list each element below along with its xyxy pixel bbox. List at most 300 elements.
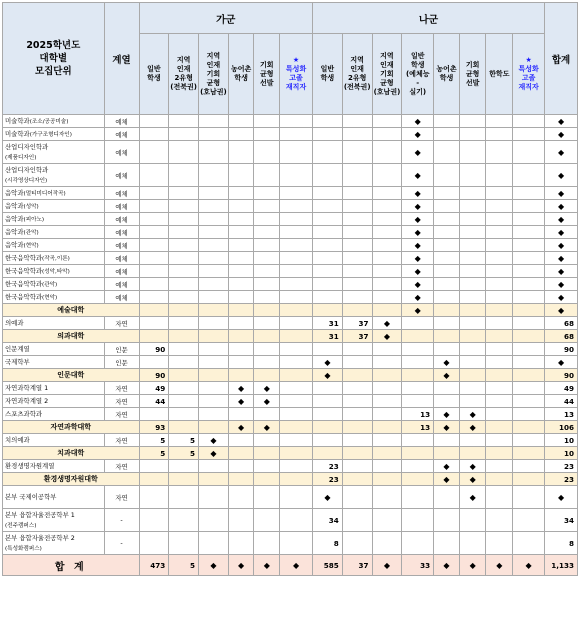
quota-cell: [313, 434, 343, 447]
quota-cell: [486, 369, 513, 382]
quota-cell: [139, 356, 169, 369]
quota-cell: [254, 213, 280, 226]
quota-cell: [254, 187, 280, 200]
quota-cell: [459, 509, 486, 532]
quota-cell: [372, 473, 402, 486]
quota-cell: [513, 252, 545, 265]
quota-cell: [228, 265, 254, 278]
quota-cell: [372, 434, 402, 447]
quota-cell: [459, 252, 486, 265]
quota-cell: 5: [169, 447, 199, 460]
quota-cell: [313, 239, 343, 252]
quota-cell: [313, 395, 343, 408]
subtotal-row: [3, 421, 578, 434]
quota-cell: [169, 408, 199, 421]
quota-cell: [342, 239, 372, 252]
quota-cell: 44: [139, 395, 169, 408]
quota-cell: [459, 395, 486, 408]
quota-cell: [459, 278, 486, 291]
quota-cell: [199, 226, 229, 239]
quota-cell: [228, 509, 254, 532]
table-row: [3, 252, 578, 265]
college-subtotal-label: 자연과학대학: [3, 421, 140, 434]
unit-name-note: (현악): [23, 242, 39, 249]
row-total-cell: 23: [545, 460, 578, 473]
quota-cell: [280, 291, 313, 304]
quota-cell: [254, 343, 280, 356]
quota-cell: [254, 226, 280, 239]
quota-cell: [372, 356, 402, 369]
quota-cell: [342, 213, 372, 226]
quota-mark: ◆: [459, 555, 486, 576]
ga-col-header: ★ 특성화 고졸 재직자: [280, 34, 313, 115]
unit-name-note: (작곡,이론): [42, 255, 70, 262]
quota-cell: [372, 408, 402, 421]
category-cell: 자연: [104, 317, 139, 330]
unit-name-text: 본부 융합자율전공학부 2: [5, 533, 75, 542]
quota-cell: [280, 200, 313, 213]
quota-cell: 31: [313, 317, 343, 330]
quota-cell: [513, 115, 545, 128]
quota-cell: [199, 356, 229, 369]
quota-cell: [434, 317, 460, 330]
quota-cell: [402, 447, 434, 460]
quota-cell: [402, 343, 434, 356]
quota-cell: [342, 447, 372, 460]
unit-name-note: (전주캠퍼스): [5, 522, 37, 529]
table-row: [3, 128, 578, 141]
quota-cell: [199, 421, 229, 434]
quota-cell: [169, 304, 199, 317]
unit-name-text: 미술학과: [5, 116, 30, 125]
category-cell: 자연: [104, 486, 139, 509]
unit-name: [3, 356, 105, 369]
quota-cell: [313, 382, 343, 395]
quota-cell: [280, 356, 313, 369]
ga-col-header: 일반 학생: [139, 34, 169, 115]
quota-mark: ◆: [459, 460, 486, 473]
quota-cell: 49: [139, 382, 169, 395]
quota-cell: [459, 330, 486, 343]
quota-cell: [139, 128, 169, 141]
quota-cell: [280, 486, 313, 509]
quota-cell: [313, 343, 343, 356]
quota-cell: [199, 304, 229, 317]
quota-cell: [139, 141, 169, 164]
quota-cell: [169, 115, 199, 128]
quota-cell: [280, 252, 313, 265]
quota-cell: [402, 460, 434, 473]
unit-name-text: 음악과: [5, 188, 24, 197]
quota-mark: ◆: [545, 291, 578, 304]
quota-cell: [169, 187, 199, 200]
quota-cell: [280, 187, 313, 200]
quota-cell: [313, 252, 343, 265]
quota-cell: [254, 304, 280, 317]
quota-cell: [513, 356, 545, 369]
quota-mark: ◆: [402, 213, 434, 226]
quota-cell: [280, 421, 313, 434]
unit-name-note: (시각영상디자인): [5, 177, 48, 184]
quota-mark: ◆: [402, 304, 434, 317]
category-cell: 자연: [104, 395, 139, 408]
quota-cell: [139, 115, 169, 128]
category-cell: 자연: [104, 434, 139, 447]
quota-cell: [459, 115, 486, 128]
quota-cell: [254, 460, 280, 473]
quota-cell: [342, 187, 372, 200]
unit-name: [3, 200, 105, 213]
quota-cell: [372, 532, 402, 555]
category-cell: 예체: [104, 200, 139, 213]
category-cell: 예체: [104, 265, 139, 278]
college-subtotal-label: 의과대학: [3, 330, 140, 343]
category-cell: -: [104, 532, 139, 555]
quota-cell: [459, 265, 486, 278]
quota-cell: [342, 200, 372, 213]
quota-cell: [169, 291, 199, 304]
quota-cell: [486, 115, 513, 128]
quota-mark: ◆: [313, 356, 343, 369]
table-row: [3, 408, 578, 421]
unit-name-text: 의예과: [5, 319, 24, 327]
quota-cell: 37: [342, 317, 372, 330]
quota-mark: ◆: [199, 555, 229, 576]
quota-cell: [254, 252, 280, 265]
quota-cell: [169, 421, 199, 434]
quota-cell: [169, 141, 199, 164]
quota-cell: [280, 115, 313, 128]
quota-cell: [313, 291, 343, 304]
quota-cell: [228, 239, 254, 252]
subtotal-row: [3, 369, 578, 382]
unit-name: [3, 382, 105, 395]
quota-cell: [199, 200, 229, 213]
quota-cell: [459, 447, 486, 460]
quota-cell: [313, 164, 343, 187]
quota-cell: [434, 187, 460, 200]
quota-cell: [169, 200, 199, 213]
unit-name-note: (성악,타악): [42, 268, 70, 275]
quota-cell: [313, 408, 343, 421]
quota-cell: [199, 291, 229, 304]
quota-cell: 93: [139, 421, 169, 434]
quota-cell: [228, 356, 254, 369]
quota-cell: [313, 265, 343, 278]
category-cell: 예체: [104, 115, 139, 128]
quota-cell: [139, 460, 169, 473]
row-total-cell: 68: [545, 317, 578, 330]
quota-cell: [402, 356, 434, 369]
quota-mark: ◆: [372, 330, 402, 343]
quota-cell: [342, 434, 372, 447]
quota-mark: ◆: [545, 128, 578, 141]
quota-cell: [199, 164, 229, 187]
quota-cell: [280, 278, 313, 291]
quota-cell: 90: [139, 369, 169, 382]
quota-cell: [199, 278, 229, 291]
table-row: [3, 486, 578, 509]
quota-cell: [372, 252, 402, 265]
ga-col-header: 지역 인재 2유형 (전북권): [169, 34, 199, 115]
quota-cell: [486, 239, 513, 252]
quota-cell: [139, 532, 169, 555]
quota-cell: [254, 265, 280, 278]
unit-name: [3, 486, 105, 509]
quota-cell: [313, 115, 343, 128]
row-total-cell: 1,133: [545, 555, 578, 576]
quota-cell: [254, 115, 280, 128]
quota-cell: [372, 128, 402, 141]
quota-cell: 37: [342, 555, 372, 576]
row-total-cell: 23: [545, 473, 578, 486]
quota-mark: ◆: [402, 278, 434, 291]
quota-cell: [372, 486, 402, 509]
quota-cell: [459, 239, 486, 252]
unit-name: [3, 532, 105, 555]
quota-cell: [228, 291, 254, 304]
quota-cell: 8: [313, 532, 343, 555]
quota-cell: [486, 291, 513, 304]
quota-cell: [342, 141, 372, 164]
quota-cell: [513, 128, 545, 141]
quota-cell: [199, 213, 229, 226]
quota-mark: ◆: [545, 265, 578, 278]
quota-cell: [513, 421, 545, 434]
quota-mark: ◆: [228, 382, 254, 395]
quota-cell: [199, 473, 229, 486]
quota-cell: [280, 128, 313, 141]
quota-cell: [169, 369, 199, 382]
quota-cell: [434, 291, 460, 304]
unit-name-text: 한국음악학과: [5, 279, 43, 288]
quota-cell: [228, 187, 254, 200]
quota-cell: [199, 239, 229, 252]
unit-name-note: (가구조형디자인): [29, 131, 72, 138]
quota-cell: [434, 164, 460, 187]
unit-name-note: (멀티미디어작곡): [23, 190, 66, 197]
quota-cell: [228, 330, 254, 343]
na-col-header: 일반 학생: [313, 34, 343, 115]
row-total-cell: 8: [545, 532, 578, 555]
unit-name-note: (특성화캠퍼스): [5, 545, 42, 552]
quota-cell: [254, 278, 280, 291]
quota-cell: [139, 330, 169, 343]
quota-cell: [342, 486, 372, 509]
row-total-cell: 10: [545, 434, 578, 447]
quota-cell: [342, 408, 372, 421]
quota-cell: [486, 213, 513, 226]
quota-cell: [139, 265, 169, 278]
quota-cell: [513, 291, 545, 304]
college-subtotal-label: 인문대학: [3, 369, 140, 382]
quota-mark: ◆: [545, 252, 578, 265]
quota-cell: [486, 304, 513, 317]
quota-cell: [139, 187, 169, 200]
quota-cell: [486, 226, 513, 239]
quota-cell: [372, 395, 402, 408]
quota-mark: ◆: [402, 226, 434, 239]
quota-cell: [280, 265, 313, 278]
quota-cell: [372, 213, 402, 226]
na-col-header: 기회 균형 선발: [459, 34, 486, 115]
quota-cell: [459, 317, 486, 330]
quota-cell: [199, 252, 229, 265]
quota-cell: [434, 115, 460, 128]
quota-cell: [254, 291, 280, 304]
quota-mark: ◆: [254, 555, 280, 576]
quota-cell: [486, 330, 513, 343]
quota-cell: [342, 128, 372, 141]
quota-cell: [486, 164, 513, 187]
quota-cell: [513, 304, 545, 317]
quota-cell: 23: [313, 473, 343, 486]
category-cell: 예체: [104, 226, 139, 239]
quota-cell: [402, 369, 434, 382]
quota-cell: [372, 291, 402, 304]
quota-mark: ◆: [459, 408, 486, 421]
unit-name: [3, 128, 105, 141]
unit-name-text: 미술학과: [5, 129, 30, 138]
quota-cell: [228, 343, 254, 356]
quota-cell: [254, 356, 280, 369]
quota-mark: ◆: [434, 473, 460, 486]
quota-mark: ◆: [545, 486, 578, 509]
quota-cell: [254, 239, 280, 252]
quota-mark: ◆: [402, 128, 434, 141]
quota-cell: [372, 278, 402, 291]
quota-cell: [169, 278, 199, 291]
quota-cell: [228, 164, 254, 187]
table-row: [3, 226, 578, 239]
quota-mark: ◆: [545, 239, 578, 252]
quota-cell: [228, 115, 254, 128]
quota-cell: [280, 447, 313, 460]
quota-cell: [434, 382, 460, 395]
quota-mark: ◆: [545, 213, 578, 226]
unit-name: [3, 395, 105, 408]
quota-cell: [372, 265, 402, 278]
quota-cell: [372, 115, 402, 128]
quota-mark: ◆: [228, 395, 254, 408]
quota-cell: [254, 330, 280, 343]
quota-mark: ◆: [402, 252, 434, 265]
quota-cell: [513, 164, 545, 187]
unit-name-text: 본부 융합자율전공학부 1: [5, 510, 75, 519]
quota-cell: 5: [169, 555, 199, 576]
quota-cell: [486, 509, 513, 532]
quota-cell: [254, 509, 280, 532]
quota-mark: ◆: [513, 555, 545, 576]
quota-mark: ◆: [402, 187, 434, 200]
quota-cell: [199, 486, 229, 509]
quota-cell: [280, 343, 313, 356]
category-cell: 인문: [104, 356, 139, 369]
quota-cell: [139, 252, 169, 265]
quota-cell: [342, 421, 372, 434]
quota-cell: [434, 213, 460, 226]
quota-cell: [342, 226, 372, 239]
quota-cell: [228, 532, 254, 555]
quota-cell: 37: [342, 330, 372, 343]
quota-mark: ◆: [228, 555, 254, 576]
category-header: 계열: [104, 3, 139, 115]
quota-cell: [486, 473, 513, 486]
category-cell: 예체: [104, 291, 139, 304]
quota-cell: [372, 343, 402, 356]
ga-col-header: 농어촌 학생: [228, 34, 254, 115]
quota-cell: [372, 200, 402, 213]
unit-name-text: 음악과: [5, 214, 24, 223]
quota-cell: [372, 141, 402, 164]
quota-cell: [139, 486, 169, 509]
quota-cell: [513, 239, 545, 252]
quota-cell: [486, 434, 513, 447]
quota-cell: [459, 128, 486, 141]
quota-cell: [342, 115, 372, 128]
table-row: [3, 265, 578, 278]
quota-cell: [486, 141, 513, 164]
quota-cell: [513, 317, 545, 330]
quota-cell: [139, 239, 169, 252]
total-header: 합계: [545, 3, 578, 115]
unit-name-text: 산업디자인학과: [5, 142, 49, 151]
quota-cell: [372, 460, 402, 473]
quota-cell: [254, 164, 280, 187]
unit-name-note: (조소/공공미술): [29, 118, 69, 125]
quota-cell: [513, 226, 545, 239]
quota-cell: 31: [313, 330, 343, 343]
table-row: [3, 434, 578, 447]
quota-cell: [313, 128, 343, 141]
quota-cell: [199, 382, 229, 395]
quota-cell: 5: [139, 434, 169, 447]
quota-cell: [199, 532, 229, 555]
unit-name: [3, 343, 105, 356]
category-cell: 예체: [104, 239, 139, 252]
quota-cell: [513, 343, 545, 356]
quota-cell: [459, 382, 486, 395]
quota-cell: [169, 343, 199, 356]
quota-cell: [486, 356, 513, 369]
quota-cell: [402, 486, 434, 509]
unit-name-text: 음악과: [5, 240, 24, 249]
quota-cell: [169, 460, 199, 473]
quota-cell: [169, 330, 199, 343]
table-row: [3, 187, 578, 200]
quota-cell: [434, 128, 460, 141]
unit-name-note: (현악): [42, 294, 58, 301]
quota-cell: [228, 200, 254, 213]
quota-cell: [228, 486, 254, 509]
quota-mark: ◆: [545, 187, 578, 200]
category-cell: 예체: [104, 141, 139, 164]
college-subtotal-label: 환경생명자원대학: [3, 473, 140, 486]
quota-mark: ◆: [545, 356, 578, 369]
quota-mark: ◆: [434, 408, 460, 421]
category-cell: 자연: [104, 408, 139, 421]
quota-cell: [313, 226, 343, 239]
quota-cell: [342, 369, 372, 382]
quota-cell: [434, 509, 460, 532]
na-col-header: ★ 특성화 고졸 재직자: [513, 34, 545, 115]
quota-cell: [372, 382, 402, 395]
unit-name-text: 음악과: [5, 227, 24, 236]
quota-cell: [486, 252, 513, 265]
category-cell: 예체: [104, 278, 139, 291]
table-row: [3, 509, 578, 532]
quota-cell: [280, 141, 313, 164]
